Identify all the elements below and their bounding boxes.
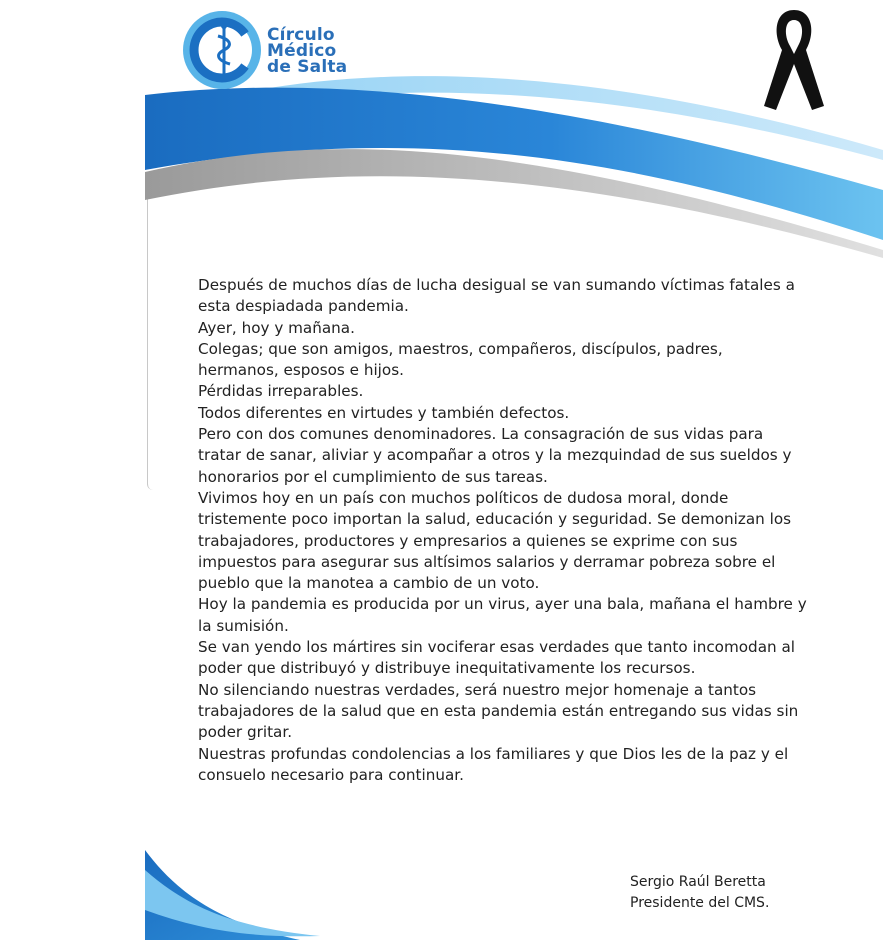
- logo-line-1: Círculo: [267, 25, 335, 45]
- caduceus-c-logo-icon: [180, 8, 264, 92]
- signature-title: Presidente del CMS.: [630, 895, 770, 911]
- letter-paragraph: Pérdidas irreparables.: [198, 382, 364, 401]
- letter-paragraph: Después de muchos días de lucha desigual se van sumando víctimas fatales a esta despiadada pandemia.: [198, 276, 795, 316]
- letter-paragraph: Todos diferentes en virtudes y también defectos.: [198, 403, 570, 422]
- letter-paragraph: No silenciando nuestras verdades, será nuestro mejor homenaje a tantos trabajadores de la salud que en esta pandemia están entregando sus vidas sin poder gritar.: [198, 680, 799, 742]
- organization-logo-text: [267, 27, 347, 75]
- letter-paragraph: Hoy la pandemia es producida por un virus, ayer una bala, mañana el hambre y la sumisión.: [198, 595, 807, 635]
- letter-paragraph: Colegas; que son amigos, maestros, compañeros, discípulos, padres, hermanos, esposos e hijos.: [198, 339, 723, 380]
- header-wave-decoration: [0, 0, 883, 260]
- letter-paragraph: Vivimos hoy en un país con muchos políticos de dudosa moral, donde tristemente poco importan la salud, educación y seguridad. Se demonizan los trabajadores, productores y empresarios a quienes se exprime con sus impuestos para asegurar sus altísimos salarios y derramar pobreza sobre el pueblo que la manotea a cambio de un voto.: [198, 488, 792, 593]
- letter-paragraph: Nuestras profundas condolencias a los familiares y que Dios les de la paz y el consuelo necesario para continuar.: [198, 744, 789, 784]
- logo-line-3: de Salta: [267, 57, 348, 77]
- letter-paragraph: Pero con dos comunes denominadores. La consagración de sus vidas para tratar de sanar, aliviar y acompañar a otros y la mezquindad de sus sueldos y honorarios por el cumplimiento de sus tareas.: [198, 425, 792, 486]
- letter-paragraph: Se van yendo los mártires sin vociferar esas verdades que tanto incomodan al poder que distribuyó y distribuye inequitativamente los recursos.: [198, 638, 795, 678]
- signature-block: [630, 872, 769, 914]
- black-ribbon-icon: [758, 6, 830, 114]
- letter-body: [198, 275, 808, 786]
- letter-paragraph: Ayer, hoy y mañana.: [198, 318, 355, 337]
- logo-line-2: Médico: [267, 41, 337, 61]
- signature-name: Sergio Raúl Beretta: [630, 874, 766, 890]
